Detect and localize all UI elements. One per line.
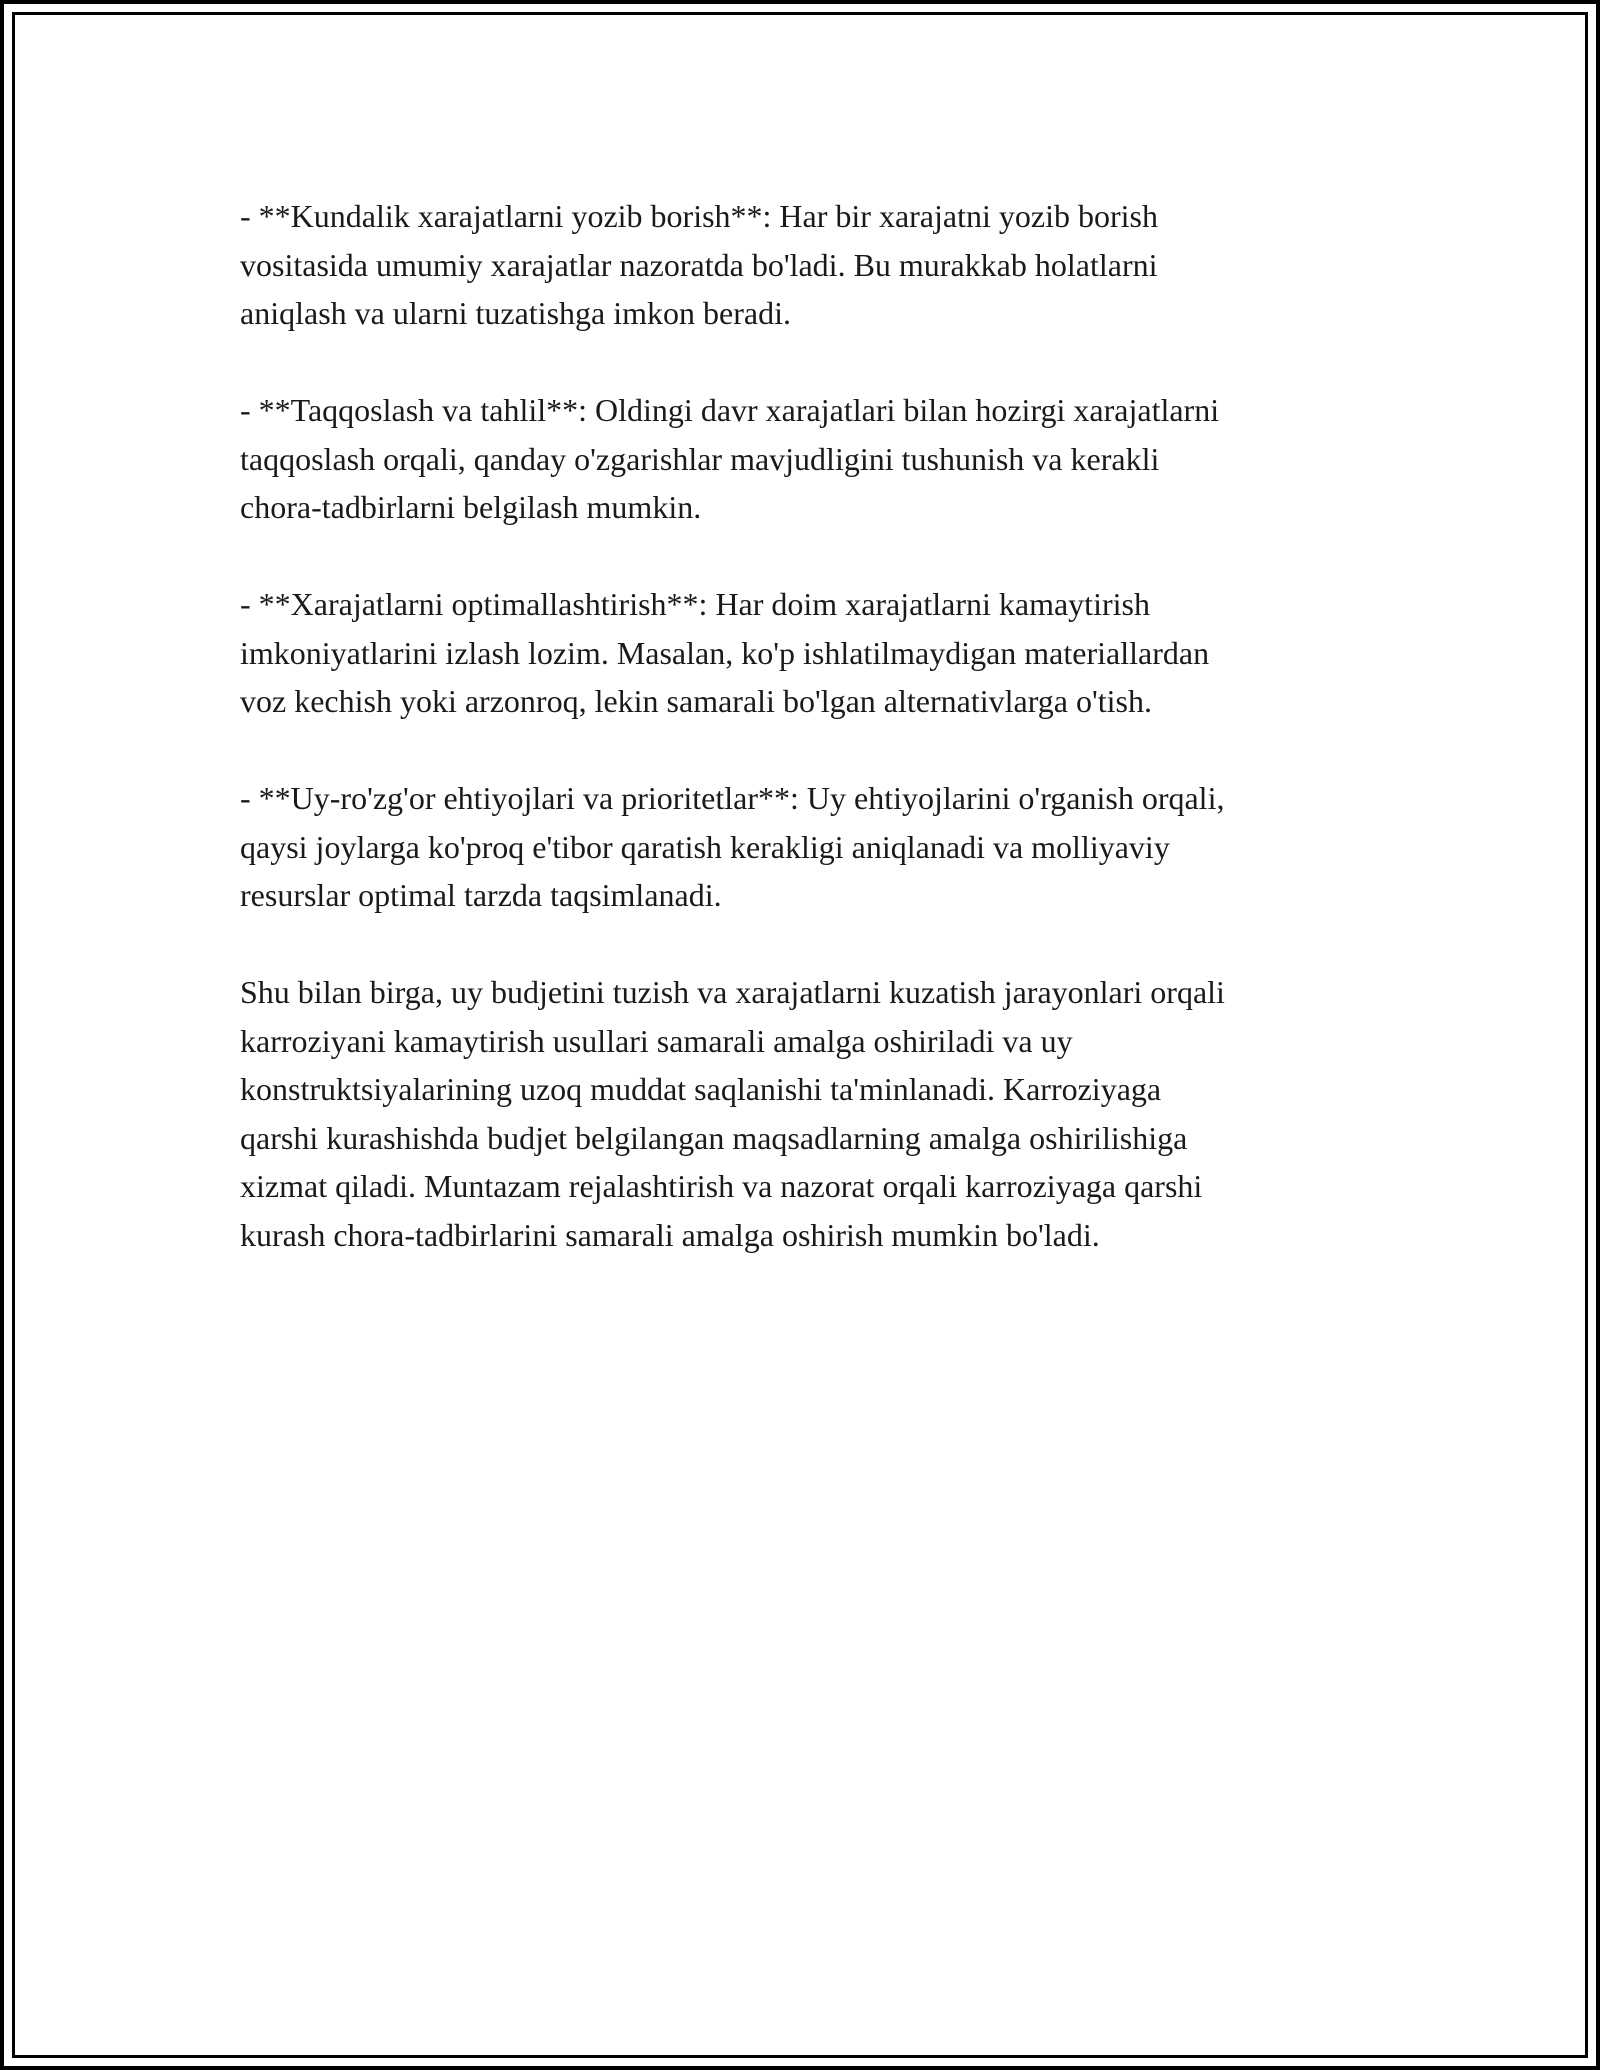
paragraph-household-needs: - **Uy-ro'zg'or ehtiyojlari va prioritetlar**: Uy ehtiyojlarini o'rganish orqali, qaysi joylarga ko'proq e'tibor qaratish kerakligi aniqlanadi va molliyaviy resurslar optimal tarzda taqsimlanadi.	[240, 780, 1225, 913]
paragraph-cost-optimization: - **Xarajatlarni optimallashtirish**: Har doim xarajatlarni kamaytirish imkoniyatlarini izlash lozim. Masalan, ko'p ishlatilmaydigan materiallardan voz kechish yoki arzonroq, lekin samarali bo'lgan alternativlarga o'tish.	[240, 586, 1210, 719]
paragraph-conclusion: Shu bilan birga, uy budjetini tuzish va xarajatlarni kuzatish jarayonlari orqali karroziyani kamaytirish usullari samarali amalga oshiriladi va uy konstruktsiyalarining uzoq muddat saqlanishi ta'minlanadi. Karroziyaga qarshi kurashishda budjet belgilangan maqsadlarning amalga oshirilishiga xizmat qiladi. Muntazam rejalashtirish va nazorat orqali karroziyaga qarshi kurash chora-tadbirlarini samarali amalga oshirish mumkin bo'ladi.	[240, 974, 1225, 1253]
document-body	[240, 192, 1420, 1259]
paragraph-comparison-analysis: - **Taqqoslash va tahlil**: Oldingi davr xarajatlari bilan hozirgi xarajatlarni taqqoslash orqali, qanday o'zgarishlar mavjudligini tushunish va kerakli chora-tadbirlarni belgilash mumkin.	[240, 392, 1220, 525]
paragraph-daily-expenses: - **Kundalik xarajatlarni yozib borish**: Har bir xarajatni yozib borish vositasida umumiy xarajatlar nazoratda bo'ladi. Bu murakkab holatlarni aniqlash va ularni tuzatishga imkon beradi.	[240, 198, 1158, 331]
